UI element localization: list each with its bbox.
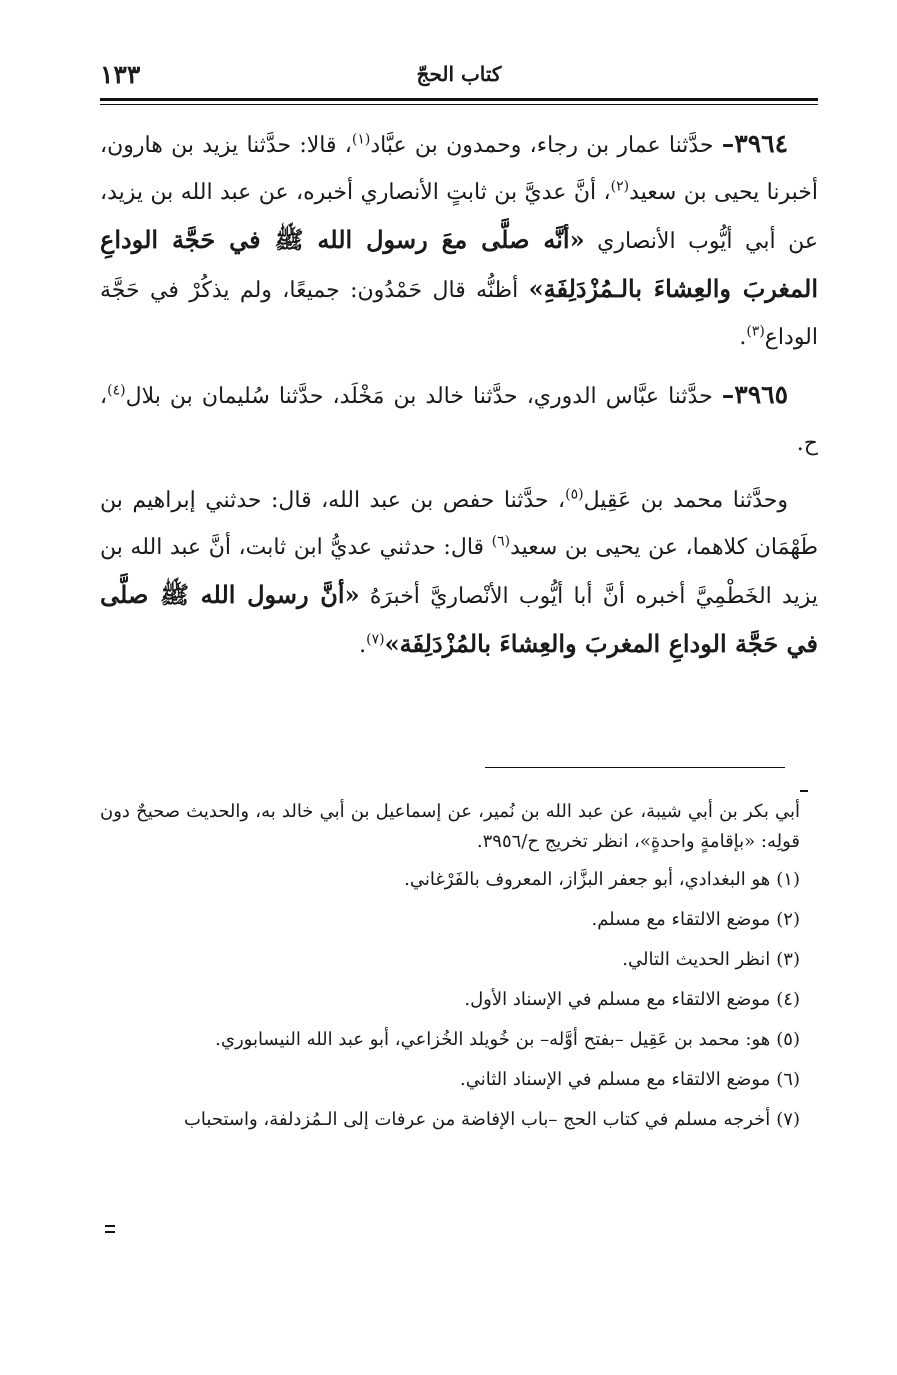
footnote-number: (٥) (776, 1029, 800, 1050)
footnote-number: (٧) (776, 1109, 800, 1130)
footnote-ref[interactable]: (٢) (610, 178, 630, 195)
header-rule-thick (100, 98, 818, 101)
footnote-text: أخرجه مسلم في كتاب الحج –باب الإفاضة من عرفات إلى الـمُزدلفة، واستحباب (183, 1109, 771, 1130)
footnote-item (100, 865, 800, 895)
hadith-number: ٣٩٦٤ (734, 129, 788, 158)
footnote-number: (٤) (776, 989, 800, 1010)
footnote-list (100, 865, 800, 1135)
footnote-item (100, 1065, 800, 1095)
hadith-text: ، أنَّ عديَّ بن ثابتٍ الأنصاري أخبره، عن عبد الله بن يزيد، عن أبي أيُّوب الأنصاري (100, 180, 818, 254)
footnote-item (100, 1025, 800, 1055)
hadith-matn: «أنَّه صلَّى معَ رسول الله ﷺ في حَجَّة الوداعِ المغربَ والعِشاءَ بالـمُزْدَلِفَةِ» (100, 225, 818, 303)
hadith-text: ، قالا: حدَّثنا يزيد بن هارون، أخبرنا يحيى بن سعيد (100, 133, 818, 205)
hadith-text: ، ح. (100, 384, 818, 456)
page-number: ١٣٣ (100, 60, 141, 89)
footnote-item (100, 1105, 800, 1135)
footnote-number: (١) (776, 869, 800, 890)
hadith-matn: «أنَّ رسول الله ﷺ صلَّى في حَجَّة الوداعِ المغربَ والعِشاءَ بالمُزْدَلِفَة» (100, 580, 818, 658)
footnote-item (100, 945, 800, 975)
footnote-separator (485, 767, 785, 768)
hadith-text: . (739, 325, 747, 350)
footnote-ref[interactable]: (٤) (107, 382, 126, 399)
hadith-3964 (100, 120, 818, 361)
footnote-text: موضع الالتقاء مع مسلم في الإسناد الثاني. (460, 1069, 771, 1090)
hadith-dash: – (721, 380, 735, 409)
main-text (100, 120, 818, 669)
hadith-text: حدَّثنا عمار بن رجاء، وحمدون بن عبَّاد (370, 133, 722, 158)
continued-mark (105, 1231, 115, 1233)
footnote-ref[interactable]: (١) (351, 131, 371, 148)
footnote-ref[interactable]: (٥) (565, 486, 584, 503)
footnote-ref[interactable]: (٦) (491, 533, 511, 550)
footnote-number: (٣) (776, 949, 800, 970)
header-rule-thin (100, 104, 818, 105)
running-title: كتاب الحجّ (416, 62, 502, 86)
footnote-text: موضع الالتقاء مع مسلم. (591, 909, 771, 930)
footnote-text: موضع الالتقاء مع مسلم في الإسناد الأول. (464, 989, 771, 1010)
hadith-text: وحدَّثنا محمد بن عَقِيل (583, 488, 788, 513)
footnotes (100, 797, 800, 1145)
footnote-number: (٦) (776, 1069, 800, 1090)
continuation-mark (800, 790, 808, 792)
footnote-text: انظر الحديث التالي. (622, 949, 771, 970)
continued-mark (105, 1225, 115, 1227)
footnote-text: هو البغدادي، أبو جعفر البزَّاز، المعروف بالفَرْغاني. (404, 869, 771, 890)
hadith-text: . (359, 633, 367, 658)
hadith-text: ، حدَّثنا حفص بن عبد الله، قال: حدثني إبراهيم بن طَهْمَان كلاهما، عن يحيى بن سعيد (100, 488, 818, 560)
hadith-3965 (100, 371, 818, 467)
hadith-text: قال: حدثني عديُّ ابن ثابت، أنَّ عبد الله بن يزيد الخَطْمِيَّ أخبره أنَّ أبا أيُّوب الأنْصاريَّ أخبرَهُ (100, 535, 818, 609)
hadith-number: ٣٩٦٥ (734, 380, 788, 409)
hadith-text: حدَّثنا عبَّاس الدوري، حدَّثنا خالد بن مَخْلَد، حدَّثنا سُليمان بن بلال (125, 384, 722, 409)
footnote-continuation: أبي بكر بن أبي شيبة، عن عبد الله بن نُمير، عن إسماعيل بن أبي خالد به، والحديث صحيحٌ دون قولِه: «بإقامةٍ واحدةٍ»، انظر تخريج ح/٣٩٥٦. (100, 801, 800, 852)
hadith-text: أظنُّه قال حَمْدُون: جميعًا، ولم يذكُرْ في حَجَّة الوداع (100, 278, 818, 350)
footnote-number: (٢) (776, 909, 800, 930)
footnote-text: هو: محمد بن عَقِيل –بفتح أوَّله– بن خُويلد الخُزاعي، أبو عبد الله النيسابوري. (215, 1029, 771, 1050)
footnote-ref[interactable]: (٣) (746, 323, 765, 340)
hadith-dash: – (721, 129, 735, 158)
footnote-ref[interactable]: (٧) (366, 631, 385, 648)
hadith-3965-second-chain (100, 477, 818, 669)
page-header (100, 60, 818, 100)
footnote-item (100, 985, 800, 1015)
footnote-item (100, 905, 800, 935)
